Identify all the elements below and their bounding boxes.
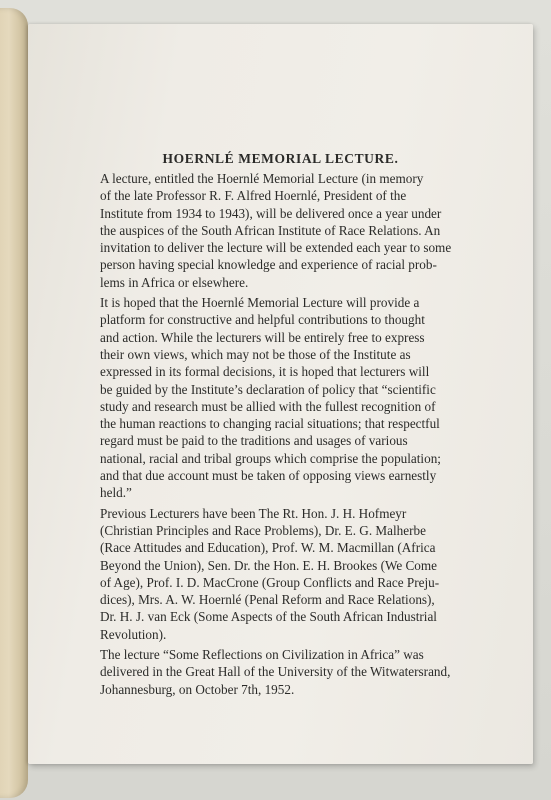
text-line: A lecture, entitled the Hoernlé Memorial Lecture (in memory	[100, 171, 424, 186]
text-line: Dr. H. J. van Eck (Some Aspects of the South African Industrial	[100, 609, 437, 625]
text-line: invitation to deliver the lecture will be extended each year to some	[100, 240, 452, 256]
text-line: the auspices of the South African Institute of Race Relations. An	[100, 222, 441, 238]
text-line: and that due account must be taken of opposing views earnestly	[100, 468, 437, 484]
paragraph-intro	[78, 170, 452, 291]
paragraph-purpose	[78, 294, 448, 502]
text-line: the human reactions to changing racial situations; that respectful	[100, 416, 440, 432]
page-heading: HOERNLÉ MEMORIAL LECTURE.	[162, 151, 399, 166]
paragraph-previous-lecturers	[78, 505, 448, 643]
text-line: delivered in the Great Hall of the University of the Witwatersrand,	[100, 664, 451, 680]
text-line: study and research must be allied with the fullest recognition of	[100, 398, 436, 414]
text-line: regard must be paid to the traditions and usages of various	[100, 433, 408, 449]
text-line: Institute from 1934 to 1943), will be delivered once a year under	[100, 205, 442, 221]
text-line: dices), Mrs. A. W. Hoernlé (Penal Reform and Race Relations),	[100, 592, 435, 608]
text-line: It is hoped that the Hoernlé Memorial Lecture will provide a	[100, 295, 420, 311]
text-line: The lecture “Some Reflections on Civilization in Africa” was	[100, 647, 424, 663]
text-line: person having special knowledge and experience of racial prob-	[100, 257, 437, 273]
text-line: of the late Professor R. F. Alfred Hoernlé, President of the	[100, 188, 407, 204]
document-page	[28, 24, 533, 764]
text-line: (Race Attitudes and Education), Prof. W. M. Macmillan (Africa	[100, 540, 436, 556]
text-line: Johannesburg, on October 7th, 1952.	[100, 681, 295, 697]
text-line: be guided by the Institute’s declaration of policy that “scientific	[100, 381, 436, 397]
previous-page-edge	[0, 8, 28, 798]
text-line: of Age), Prof. I. D. MacCrone (Group Conflicts and Race Preju-	[100, 574, 440, 590]
body-text	[78, 170, 452, 701]
text-line: Revolution).	[100, 626, 167, 642]
text-line: Previous Lecturers have been The Rt. Hon. J. H. Hofmeyr	[100, 505, 407, 521]
text-line: held.”	[100, 485, 132, 501]
paragraph-lecture-delivery	[78, 646, 451, 698]
text-line: national, racial and tribal groups which comprise the population;	[100, 450, 441, 466]
text-line: expressed in its formal decisions, it is hoped that lecturers will	[100, 364, 430, 380]
text-line: (Christian Principles and Race Problems), Dr. E. G. Malherbe	[100, 522, 426, 538]
text-line: and action. While the lecturers will be entirely free to express	[100, 329, 425, 345]
text-line: platform for constructive and helpful contributions to thought	[100, 312, 425, 328]
text-line: Beyond the Union), Sen. Dr. the Hon. E. H. Brookes (We Come	[100, 557, 438, 573]
text-line: lems in Africa or elsewhere.	[100, 274, 249, 290]
text-line: their own views, which may not be those of the Institute as	[100, 346, 411, 362]
